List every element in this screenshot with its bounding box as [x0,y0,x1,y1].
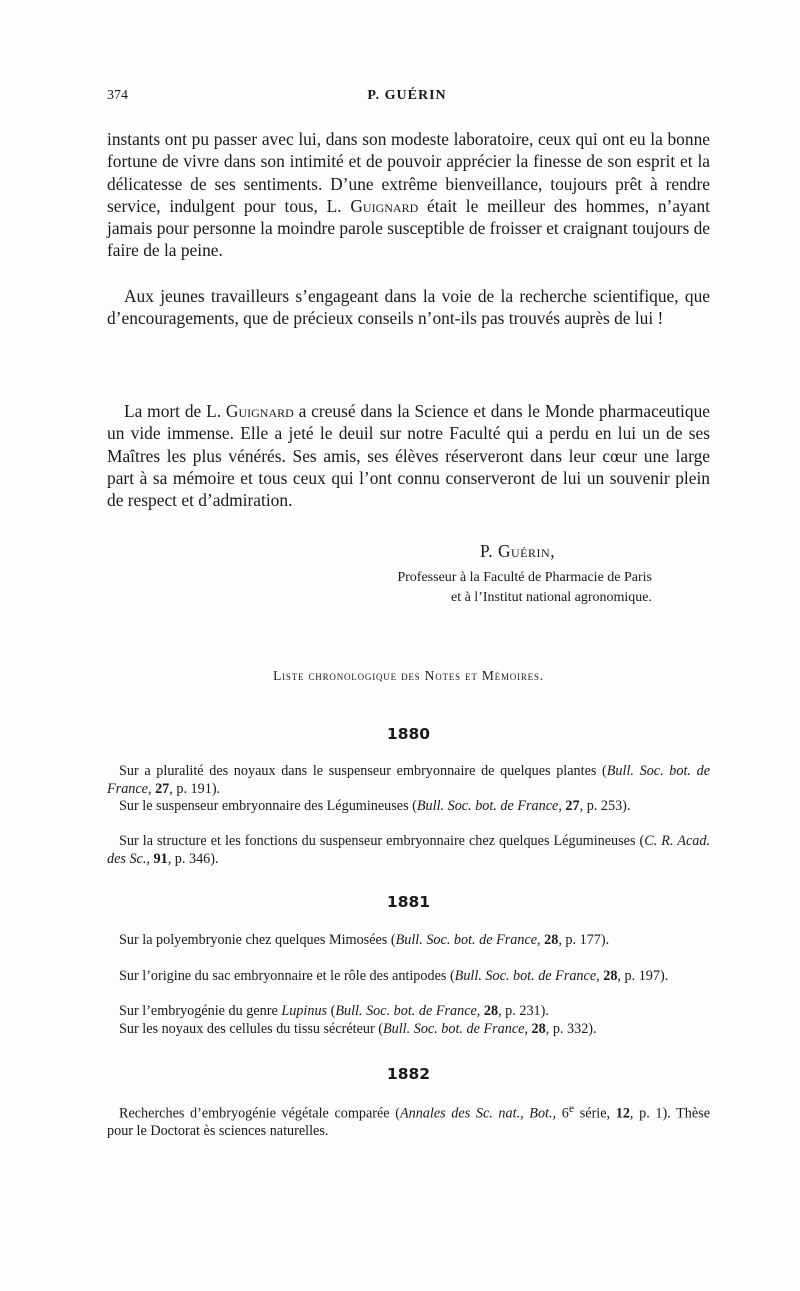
year-heading-1882: 1882 [386,1065,431,1083]
bibliography-entry: Sur a pluralité des noyaux dans le suspenseur embryonnaire de quelques plantes (Bull. Soc. bot. de France, 27, p. 191). [107,763,710,797]
signature: P. Guérin, [480,541,556,561]
bibliography-entry: Recherches d’embryogénie végétale comparée (Annales des Sc. nat., Bot., 6e série, 12, p. 1). Thèse pour le Doctorat ès sciences naturelles. [107,1101,711,1140]
page-number: 374 [107,88,128,103]
running-author: P. GUÉRIN [367,88,447,103]
person-name: Guignard [225,401,294,421]
bibliography-entry: Sur le suspenseur embryonnaire des Légumineuses (Bull. Soc. bot. de France, 27, p. 253). [119,798,631,814]
person-name: Guignard [350,195,419,216]
year-heading-1880: 1880 [386,725,431,743]
paragraph-tribute: instants ont pu passer avec lui, dans son modeste laboratoire, ceux qui ont eu la bonne fortune de vivre dans son intimité et de pouvoir apprécier la finesse de son esprit et la délicatesse de ses sentiments. D’une extrême bienveillance, toujours prêt à rendre service, indulgent pour tous, L. Guignard était le meilleur des hommes, n’ayant jamais pour personne la moindre parole susceptible de froisser et craignant toujours de faire de la peine. [107,129,710,261]
running-header [107,88,707,108]
section-title: Liste chronologique des Notes et Mémoires. [273,668,544,683]
bibliography-entry: Sur la polyembryonie chez quelques Mimosées (Bull. Soc. bot. de France, 28, p. 177). [119,932,610,948]
paragraph-death: La mort de L. Guignard a creusé dans la Science et dans le Monde pharmaceutique un vide immense. Elle a jeté le deuil sur notre Faculté qui a perdu en lui un de ses Maîtres les plus vénérés. Ses amis, ses élèves réserveront dans leur cœur une large part à sa mémoire et tous ceux qui l’ont connu conserveront de lui un souvenir plein de respect et d’admiration. [107,401,710,511]
affiliation-line-1: Professeur à la Faculté de Pharmacie de Paris [397,570,652,585]
paragraph-young-workers: Aux jeunes travailleurs s’engageant dans la voie de la recherche scientifique, que d’encouragements, que de précieux conseils n’ont-ils pas trouvés auprès de lui ! [107,286,710,329]
affiliation-line-2: et à l’Institut national agronomique. [450,590,652,605]
bibliography-entry: Sur la structure et les fonctions du suspenseur embryonnaire chez quelques Légumineuses (C. R. Acad. des Sc., 91, p. 346). [107,833,710,867]
bibliography-entry: Sur l’origine du sac embryonnaire et le rôle des antipodes (Bull. Soc. bot. de France, 28, p. 197). [119,968,669,984]
year-heading-1881: 1881 [386,893,431,911]
bibliography-entry: Sur les noyaux des cellules du tissu sécréteur (Bull. Soc. bot. de France, 28, p. 332). [119,1021,597,1037]
bibliography-entry: Sur l’embryogénie du genre Lupinus (Bull. Soc. bot. de France, 28, p. 231). [119,1003,549,1019]
